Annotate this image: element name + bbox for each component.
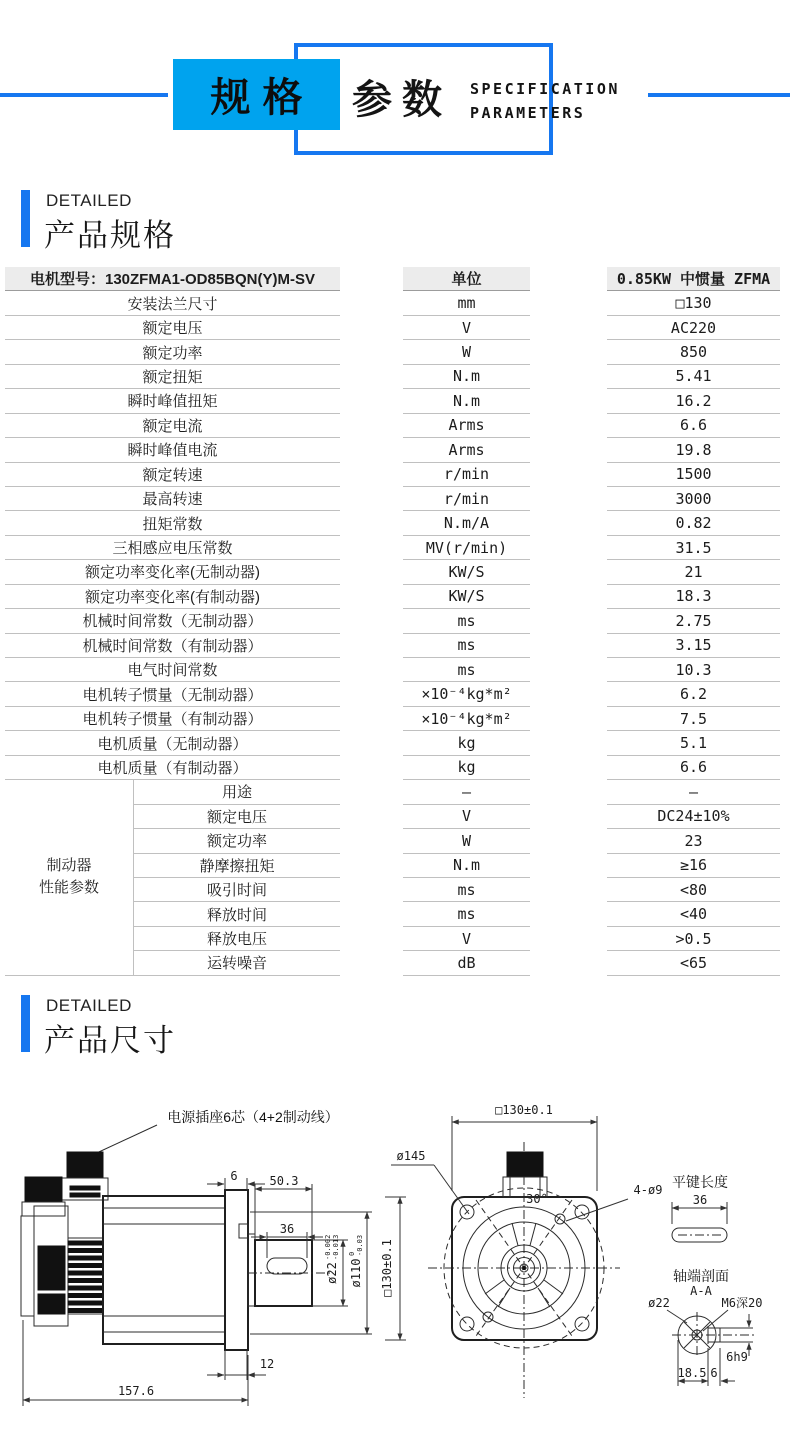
spec-unit-cell: KW/S [403, 585, 530, 609]
cooling-fins [68, 1241, 103, 1313]
table-row [0, 658, 790, 682]
table-row [0, 536, 790, 560]
spec-unit-cell: ms [403, 658, 530, 682]
table-row [0, 316, 790, 340]
spec-label-cell: 额定电压 [134, 805, 340, 829]
spec-label-cell: 瞬时峰值扭矩 [5, 389, 340, 413]
table-row [0, 463, 790, 487]
section-title: 产品尺寸 [44, 1023, 176, 1058]
sec-dim-6h9: 6h9 [726, 1350, 748, 1364]
section-eyebrow: DETAILED [46, 191, 132, 210]
table-row [0, 707, 790, 731]
hero-badge-text: 规格 [210, 76, 315, 120]
dim-pilot-tol-bot: -0.03 [356, 1234, 364, 1256]
section-eyebrow: DETAILED [46, 996, 132, 1015]
spec-label-cell: 额定电压 [5, 316, 340, 340]
spec-label-cell: 额定功率变化率(有制动器) [5, 585, 340, 609]
table-row [0, 780, 790, 804]
dim-12: 12 [259, 1357, 275, 1371]
spec-label-cell: 吸引时间 [134, 878, 340, 902]
table-row [0, 805, 790, 829]
spec-label-cell: 静摩擦扭矩 [134, 854, 340, 878]
dim-shaft-tol-top: -0.002 [324, 1234, 332, 1260]
dim-holes: 4-ø9 [633, 1183, 663, 1197]
table-row [0, 609, 790, 633]
spec-main-rows [0, 291, 790, 780]
spec-label-cell: 释放时间 [134, 902, 340, 926]
section-accent-bar [21, 995, 30, 1052]
spec-label-cell: 额定功率 [5, 340, 340, 364]
spec-unit-cell: ms [403, 609, 530, 633]
brake-rows [0, 780, 790, 976]
table-row [0, 291, 790, 315]
dim-36: 36 [279, 1222, 295, 1236]
spec-label-cell: 三相感应电压常数 [5, 536, 340, 560]
key-length: 36 [692, 1193, 708, 1207]
spec-value-cell: 23 [607, 829, 780, 853]
spec-unit-cell: N.m [403, 365, 530, 389]
spec-table [0, 267, 790, 976]
spec-label-cell: 额定转速 [5, 463, 340, 487]
spec-label-cell: 额定电流 [5, 414, 340, 438]
spec-unit-cell: ×10⁻⁴kg*m² [403, 707, 530, 731]
dim-6: 6 [230, 1169, 238, 1183]
spec-value-cell: <65 [607, 951, 780, 975]
spec-value-cell: 6.2 [607, 682, 780, 706]
front-flange [225, 1190, 248, 1350]
spec-header-unit: 单位 [403, 267, 530, 291]
table-row [0, 560, 790, 584]
spec-value-cell: 10.3 [607, 658, 780, 682]
spec-value-cell: 6.6 [607, 756, 780, 780]
spec-unit-cell: MV(r/min) [403, 536, 530, 560]
spec-unit-cell: V [403, 805, 530, 829]
table-row [0, 585, 790, 609]
shaft-section-view [648, 1268, 762, 1386]
spec-value-cell: >0.5 [607, 927, 780, 951]
spec-unit-cell: KW/S [403, 560, 530, 584]
table-row [0, 414, 790, 438]
spec-value-cell: 850 [607, 340, 780, 364]
spec-value-cell: 21 [607, 560, 780, 584]
spec-label-cell: 电机质量（无制动器） [5, 731, 340, 755]
spec-label-cell: 电机转子惯量（无制动器） [5, 682, 340, 706]
spec-value-cell: 1500 [607, 463, 780, 487]
spec-header-value: 0.85KW 中惯量 ZFMA [607, 267, 780, 291]
table-row [0, 389, 790, 413]
spec-label-cell: 额定功率 [134, 829, 340, 853]
section-view-title: 轴端剖面 [673, 1268, 729, 1284]
table-row [0, 756, 790, 780]
hero-subtitle-1: SPECIFICATION [470, 80, 620, 98]
spec-label-cell: 电气时间常数 [5, 658, 340, 682]
table-row [0, 854, 790, 878]
key-view [672, 1174, 728, 1242]
spec-header-model: 电机型号：130ZFMA1-OD85BQN(Y)M-SV [5, 267, 340, 291]
table-row [0, 511, 790, 535]
spec-value-cell: □130 [607, 291, 780, 315]
hero-line-left [0, 93, 168, 97]
table-row [0, 634, 790, 658]
section-title: 产品规格 [44, 218, 176, 253]
dim-shaft-dia: ø22 [325, 1262, 339, 1284]
spec-unit-cell: W [403, 340, 530, 364]
table-row [0, 902, 790, 926]
spec-label-cell: 电机质量（有制动器） [5, 756, 340, 780]
spec-label-cell: 机械时间常数（有制动器） [5, 634, 340, 658]
spec-value-cell: AC220 [607, 316, 780, 340]
dim-angle: 30° [526, 1192, 548, 1206]
spec-unit-cell: W [403, 829, 530, 853]
dimension-drawing [0, 1090, 790, 1430]
front-view [391, 1103, 662, 1398]
spec-value-cell: <40 [607, 902, 780, 926]
spec-value-cell: 18.3 [607, 585, 780, 609]
spec-unit-cell: Arms [403, 438, 530, 462]
spec-unit-cell: ms [403, 634, 530, 658]
spec-label-cell: 用途 [134, 780, 340, 804]
spec-unit-cell: N.m/A [403, 511, 530, 535]
sec-dim-d22: ø22 [648, 1296, 670, 1310]
spec-label-cell: 运转噪音 [134, 951, 340, 975]
spec-unit-cell: r/min [403, 487, 530, 511]
spec-value-cell: 7.5 [607, 707, 780, 731]
power-connector [67, 1152, 103, 1178]
spec-value-cell: 31.5 [607, 536, 780, 560]
spec-value-cell: ≥16 [607, 854, 780, 878]
spec-value-cell: 16.2 [607, 389, 780, 413]
hero-badge [173, 59, 340, 130]
spec-value-cell: DC24±10% [607, 805, 780, 829]
spec-label-cell: 瞬时峰值电流 [5, 438, 340, 462]
motor-body [103, 1196, 225, 1344]
spec-value-cell: <80 [607, 878, 780, 902]
brake-label-line1: 制动器 [46, 857, 92, 875]
spec-unit-cell: V [403, 927, 530, 951]
dim-shaft-tol-bot: -0.013 [332, 1234, 340, 1260]
sec-dim-18-5: 18.5 [677, 1366, 707, 1380]
spec-value-cell: 3000 [607, 487, 780, 511]
spec-value-cell: 5.1 [607, 731, 780, 755]
table-row [0, 731, 790, 755]
spec-unit-cell: N.m [403, 854, 530, 878]
spec-unit-cell: ms [403, 902, 530, 926]
spec-unit-cell: ×10⁻⁴kg*m² [403, 682, 530, 706]
table-row [0, 487, 790, 511]
spec-value-cell: 0.82 [607, 511, 780, 535]
spec-unit-cell: ms [403, 878, 530, 902]
sec-dim-6: 6 [710, 1366, 718, 1380]
front-connector [507, 1152, 543, 1177]
dim-circle: ø145 [396, 1149, 426, 1163]
spec-unit-cell: V [403, 316, 530, 340]
spec-unit-cell: mm [403, 291, 530, 315]
key-title: 平键长度 [672, 1174, 728, 1190]
spec-unit-cell: kg [403, 731, 530, 755]
spec-value-cell: 3.15 [607, 634, 780, 658]
table-row [0, 438, 790, 462]
dim-pilot-tol-top: 0 [348, 1251, 356, 1256]
spec-value-cell: 6.6 [607, 414, 780, 438]
dim-157-6: 157.6 [117, 1384, 155, 1398]
spec-unit-cell: — [403, 780, 530, 804]
spec-value-cell: 19.8 [607, 438, 780, 462]
section-view-sub: A-A [690, 1284, 712, 1298]
brake-label-line2: 性能参数 [38, 879, 99, 897]
dim-pilot-dia: ø110 [349, 1258, 363, 1288]
spec-unit-cell: r/min [403, 463, 530, 487]
hero-title-cn: 参数 [352, 78, 452, 122]
spec-label-cell: 释放电压 [134, 927, 340, 951]
spec-unit-cell: kg [403, 756, 530, 780]
table-row [0, 829, 790, 853]
connector-label: 电源插座6芯（4+2制动线） [167, 1109, 339, 1125]
spec-value-cell: 5.41 [607, 365, 780, 389]
spec-value-cell: — [607, 780, 780, 804]
hero-line-right [648, 93, 790, 97]
spec-table-header-row [0, 267, 790, 291]
spec-label-cell: 扭矩常数 [5, 511, 340, 535]
table-row [0, 340, 790, 364]
side-view [21, 1109, 406, 1406]
sec-dim-m6: M6深20 [721, 1296, 763, 1310]
brake-section [0, 780, 790, 976]
spec-label-cell: 安装法兰尺寸 [5, 291, 340, 315]
spec-label-cell: 电机转子惯量（有制动器） [5, 707, 340, 731]
table-row [0, 951, 790, 975]
table-row [0, 682, 790, 706]
dim-50-3: 50.3 [269, 1174, 299, 1188]
table-row [0, 365, 790, 389]
table-row [0, 927, 790, 951]
spec-unit-cell: dB [403, 951, 530, 975]
dim-flange-top: □130±0.1 [495, 1103, 553, 1117]
spec-label-cell: 机械时间常数（无制动器） [5, 609, 340, 633]
spec-label-cell: 额定扭矩 [5, 365, 340, 389]
table-row [0, 878, 790, 902]
spec-label-cell: 额定功率变化率(无制动器) [5, 560, 340, 584]
dim-flange-side: □130±0.1 [380, 1239, 394, 1297]
spec-label-cell: 最高转速 [5, 487, 340, 511]
section-accent-bar [21, 190, 30, 247]
spec-value-cell: 2.75 [607, 609, 780, 633]
spec-unit-cell: N.m [403, 389, 530, 413]
encoder-connector [25, 1177, 62, 1202]
hero-subtitle-2: PARAMETERS [470, 104, 586, 122]
spec-unit-cell: Arms [403, 414, 530, 438]
